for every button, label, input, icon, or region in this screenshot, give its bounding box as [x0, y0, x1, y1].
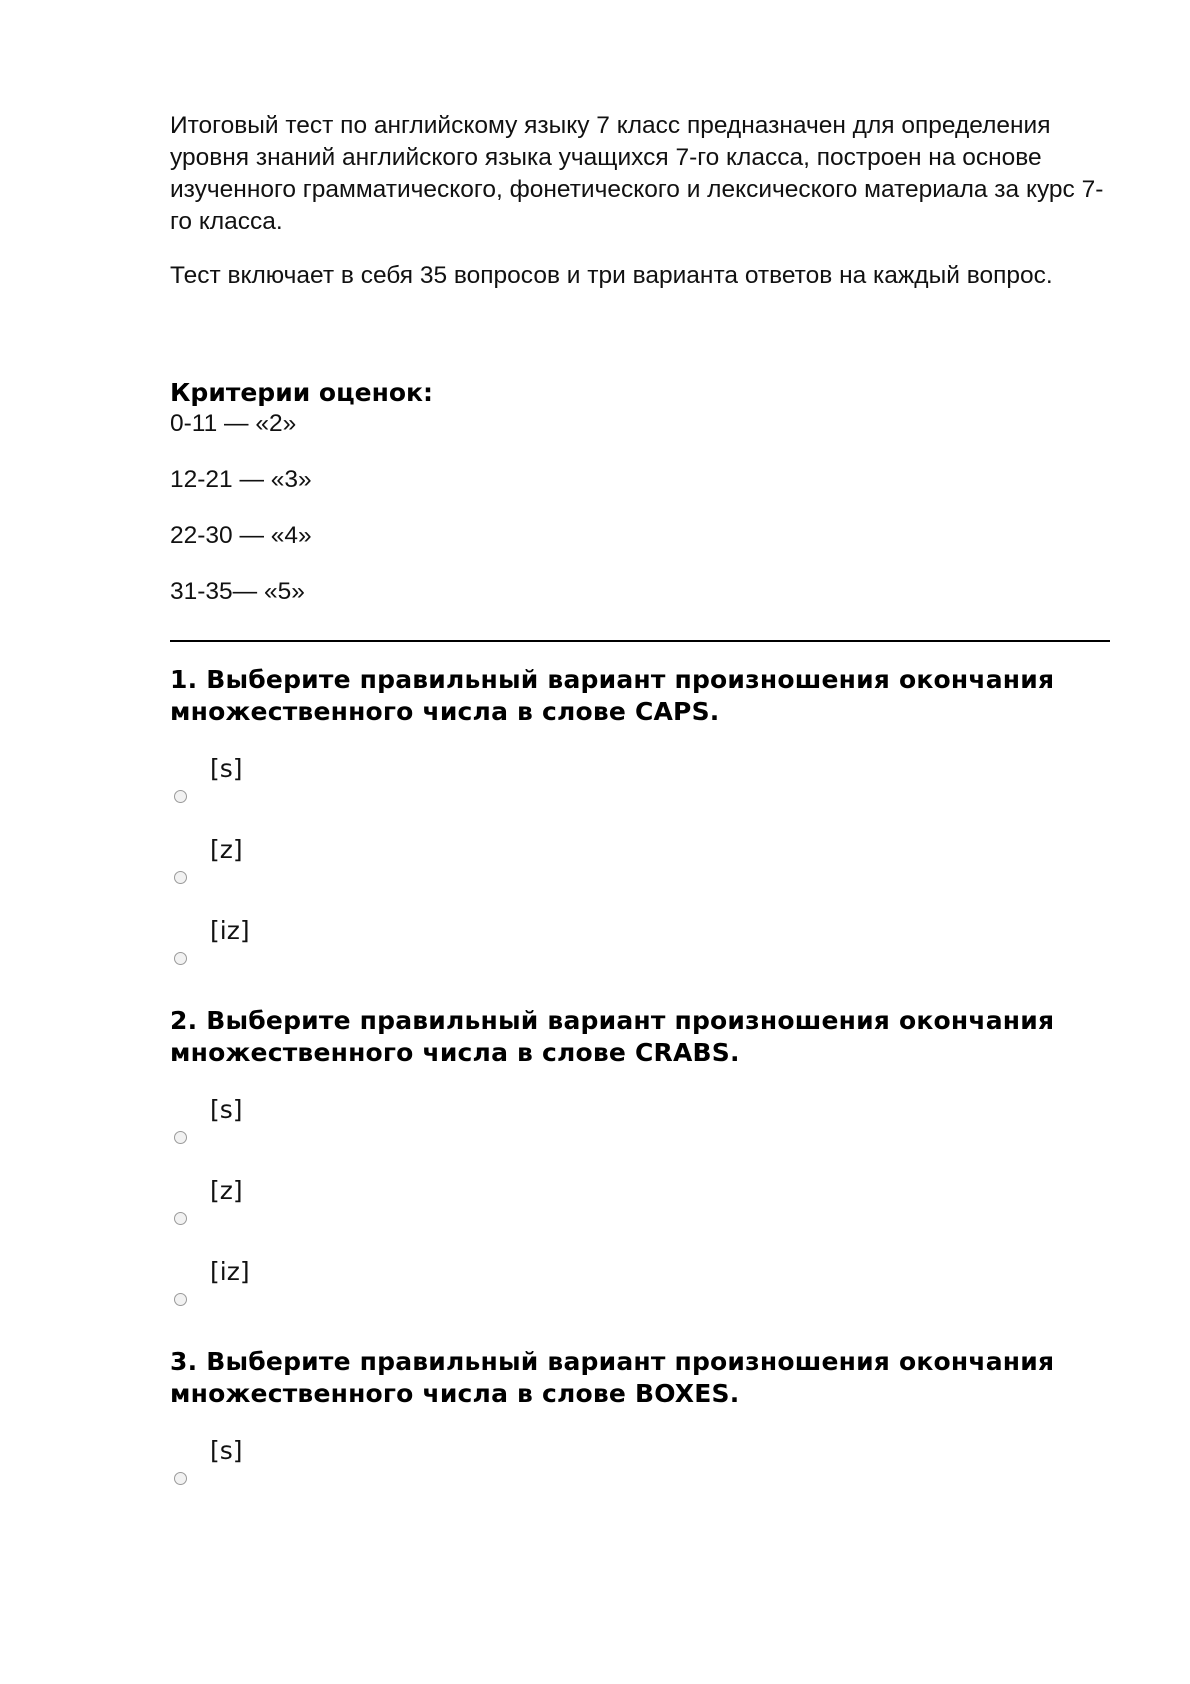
criteria-item: 22-30 — «4» [170, 522, 312, 549]
criteria-section [170, 378, 1110, 608]
question-title: 3. Выберите правильный вариант произношения окончания множественного числа в слове BOXES. [170, 1347, 1055, 1408]
answer-option [170, 754, 1110, 835]
option-label: [iz] [210, 916, 250, 945]
answer-option [170, 835, 1110, 916]
horizontal-divider [170, 640, 1110, 642]
question-1 [170, 664, 1110, 997]
radio-button[interactable] [174, 1472, 187, 1485]
criteria-item: 12-21 — «3» [170, 466, 312, 493]
intro-section [170, 110, 1110, 292]
answer-option [170, 1095, 1110, 1176]
question-2 [170, 1005, 1110, 1338]
option-label: [z] [210, 1176, 243, 1205]
criteria-item: 0-11 — «2» [170, 410, 297, 437]
answer-option [170, 1257, 1110, 1338]
answer-option [170, 1176, 1110, 1257]
criteria-item: 31-35— «5» [170, 578, 305, 605]
option-label: [iz] [210, 1257, 250, 1286]
criteria-list [170, 408, 1110, 608]
document-page [170, 110, 1110, 1517]
option-label: [s] [210, 754, 243, 783]
option-label: [s] [210, 1436, 243, 1465]
question-title: 2. Выберите правильный вариант произношения окончания множественного числа в слове CRABS. [170, 1006, 1055, 1067]
criteria-title: Критерии оценок: [170, 378, 434, 407]
answer-option [170, 916, 1110, 997]
radio-button[interactable] [174, 790, 187, 803]
answer-option [170, 1436, 1110, 1517]
radio-button[interactable] [174, 1212, 187, 1225]
radio-button[interactable] [174, 1293, 187, 1306]
radio-button[interactable] [174, 1131, 187, 1144]
option-label: [s] [210, 1095, 243, 1124]
radio-button[interactable] [174, 952, 187, 965]
question-3 [170, 1346, 1110, 1517]
option-label: [z] [210, 835, 243, 864]
intro-paragraph: Тест включает в себя 35 вопросов и три варианта ответов на каждый вопрос. [170, 262, 1053, 289]
radio-button[interactable] [174, 871, 187, 884]
question-title: 1. Выберите правильный вариант произношения окончания множественного числа в слове CAPS. [170, 665, 1055, 726]
intro-paragraph: Итоговый тест по английскому языку 7 класс предназначен для определения уровня знаний английского языка учащихся 7-го класса, построен на основе изученного грамматического, фонетического и лексического материала за курс 7-го класса. [170, 112, 1104, 235]
